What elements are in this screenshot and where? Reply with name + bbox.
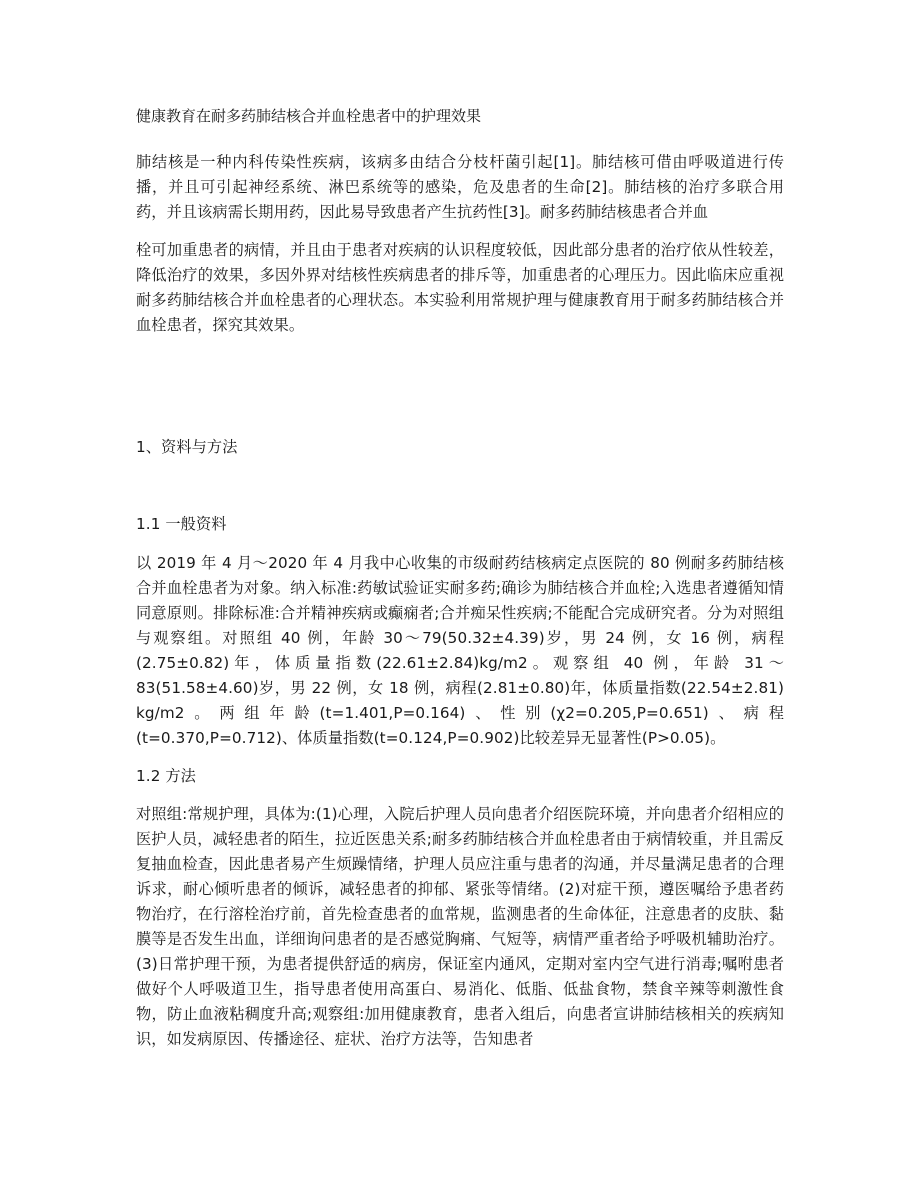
intro-paragraph-1: 肺结核是一种内科传染性疾病，该病多由结合分枝杆菌引起[1]。肺结核可借由呼吸道进行传播，并且可引起神经系统、淋巴系统等的感染，危及患者的生命[2]。肺结核的治疗多联合用药，并且该病需长期用药，因此易导致患者产生抗药性[3]。耐多药肺结核患者合并血: [136, 153, 784, 221]
section-1-heading: 1、资料与方法: [136, 438, 238, 456]
document-body: [136, 104, 784, 1052]
section-1-1-heading: 1.1 一般资料: [136, 515, 227, 533]
section-1-1-paragraph: 以 2019 年 4 月～2020 年 4 月我中心收集的市级耐药结核病定点医院的 80 例耐多药肺结核合并血栓患者为对象。纳入标准:药敏试验证实耐多药;确诊为肺结核合并血栓;入选患者遵循知情同意原则。排除标准:合并精神疾病或癫痫者;合并痴呆性疾病;不能配合完成研究者。分为对照组与观察组。对照组 40 例，年龄 30～79(50.32±4.39)岁，男 24 例，女 16 例，病程(2.75±0.82)年，体质量指数(22.61±2.84)kg/m2。观察组 40 例，年龄 31～83(51.58±4.60)岁，男 22 例，女 18 例，病程(2.81±0.80)年，体质量指数(22.54±2.81) kg/m2。两组年龄(t=1.401,P=0.164)、性别(χ2=0.205,P=0.651)、病程(t=0.370,P=0.712)、体质量指数(t=0.124,P=0.902)比较差异无显著性(P>0.05)。: [136, 554, 784, 747]
document-title: 健康教育在耐多药肺结核合并血栓患者中的护理效果: [136, 107, 482, 125]
section-1-2-heading: 1.2 方法: [136, 767, 196, 785]
section-1-2-paragraph: 对照组:常规护理，具体为:(1)心理，入院后护理人员向患者介绍医院环境，并向患者介绍相应的医护人员，减轻患者的陌生，拉近医患关系;耐多药肺结核合并血栓患者由于病情较重，并且需反复抽血检查，因此患者易产生烦躁情绪，护理人员应注重与患者的沟通，并尽量满足患者的合理诉求，耐心倾听患者的倾诉，减轻患者的抑郁、紧张等情绪。(2)对症干预，遵医嘱给予患者药物治疗，在行溶栓治疗前，首先检查患者的血常规，监测患者的生命体征，注意患者的皮肤、黏膜等是否发生出血，详细询问患者的是否感觉胸痛、气短等，病情严重者给予呼吸机辅助治疗。(3)日常护理干预，为患者提供舒适的病房，保证室内通风，定期对室内空气进行消毒;嘱咐患者做好个人呼吸道卫生，指导患者使用高蛋白、易消化、低脂、低盐食物，禁食辛辣等刺激性食物，防止血液粘稠度升高;观察组:加用健康教育，患者入组后，向患者宣讲肺结核相关的疾病知识，如发病原因、传播途径、症状、治疗方法等，告知患者: [136, 805, 784, 1048]
intro-paragraph-2: 栓可加重患者的病情，并且由于患者对疾病的认识程度较低，因此部分患者的治疗依从性较差，降低治疗的效果，多因外界对结核性疾病患者的排斥等，加重患者的心理压力。因此临床应重视耐多药肺结核合并血栓患者的心理状态。本实验利用常规护理与健康教育用于耐多药肺结核合并血栓患者，探究其效果。: [136, 241, 784, 334]
